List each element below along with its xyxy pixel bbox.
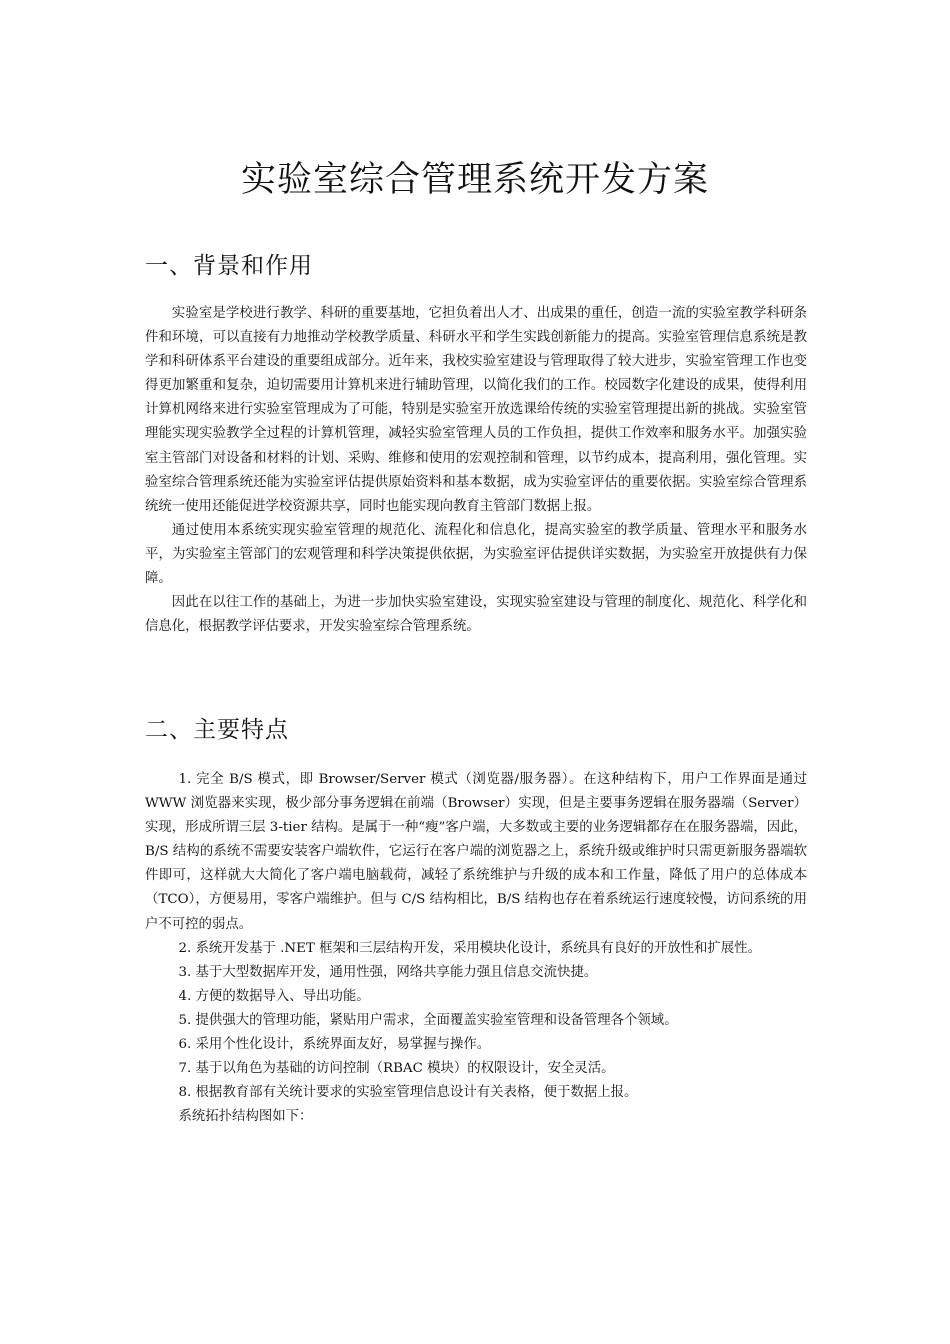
feature-item: 6. 采用个性化设计，系统界面友好，易掌握与操作。 [178,1037,491,1053]
section-background-body [145,302,807,639]
paragraph: 通过使用本系统实现实验室管理的规范化、流程化和信息化，提高实验室的教学质量、管理水平和服务水平，为实验室主管部门的宏观管理和科学决策提供依据，为实验室评估提供详实数据，为实验室开放提供有力保障。 [145,522,807,587]
feature-item: 7. 基于以角色为基础的访问控制（RBAC 模块）的权限设计，安全灵活。 [178,1061,615,1077]
feature-item: 4. 方便的数据导入、导出功能。 [178,988,370,1004]
closing-line: 系统拓扑结构图如下： [178,1109,313,1125]
section-features-body [145,768,807,1129]
section-heading-features: 二、主要特点 [145,717,289,744]
feature-item: 1. 完全 B/S 模式，即 Browser/Server 模式（浏览器/服务器）。在这种结构下，用户工作界面是通过 WWW 浏览器来实现，极少部分事务逻辑在前端（Browser）实现，但是主要事务逻辑在服务器端（Server）实现，形成所谓三层 3-tier 结构。是属于一种“瘦”客户端，大多数或主要的业务逻辑都存在在服务器端，因此，B/S 结构的系统不需要安装客户端软件，它运行在客户端的浏览器之上，系统升级或维护时只需更新服务器端软件即可，这样就大大简化了客户端电脑载荷，减轻了系统维护与升级的成本和工作量，降低了用户的总体成本（TCO），方便易用，零客户端维护。但与 C/S 结构相比，B/S 结构也存在着系统运行速度较慢，访问系统的用户不可控的弱点。 [145,772,807,932]
feature-item: 8. 根据教育部有关统计要求的实验室管理信息设计有关表格，便于数据上报。 [178,1085,638,1101]
section-heading-background: 一、背景和作用 [145,253,313,280]
feature-item: 2. 系统开发基于 .NET 框架和三层结构开发，采用模块化设计，系统具有良好的开放性和扩展性。 [178,940,761,956]
paragraph: 因此在以往工作的基础上，为进一步加快实验室建设，实现实验室建设与管理的制度化、规范化、科学化和信息化，根据教学评估要求，开发实验室综合管理系统。 [145,595,807,635]
feature-item: 3. 基于大型数据库开发，通用性强，网络共享能力强且信息交流快捷。 [178,964,598,980]
feature-item: 5. 提供强大的管理功能，紧贴用户需求，全面覆盖实验室管理和设备管理各个领域。 [178,1012,678,1028]
paragraph: 实验室是学校进行教学、科研的重要基地，它担负着出人才、出成果的重任，创造一流的实验室教学科研条件和环境，可以直接有力地推动学校教学质量、科研水平和学生实践创新能力的提高。实验室管理信息系统是教学和科研体系平台建设的重要组成部分。近年来，我校实验室建设与管理取得了较大进步，实验室管理工作也变得更加繁重和复杂，迫切需要用计算机来进行辅助管理，以简化我们的工作。校园数字化建设的成果，使得利用计算机网络来进行实验室管理成为了可能，特别是实验室开放选课给传统的实验室管理提出新的挑战。实验室管理能实现实验教学全过程的计算机管理，减轻实验室管理人员的工作负担，提供工作效率和服务水平。加强实验室主管部门对设备和材料的计划、采购、维修和使用的宏观控制和管理，以节约成本，提高利用，强化管理。实验室综合管理系统还能为实验室评估提供原始资料和基本数据，成为实验室评估的重要依据。实验室综合管理系统统一使用还能促进学校资源共享，同时也能实现向教育主管部门数据上报。 [145,306,807,514]
document-title: 实验室综合管理系统开发方案 [240,160,709,201]
